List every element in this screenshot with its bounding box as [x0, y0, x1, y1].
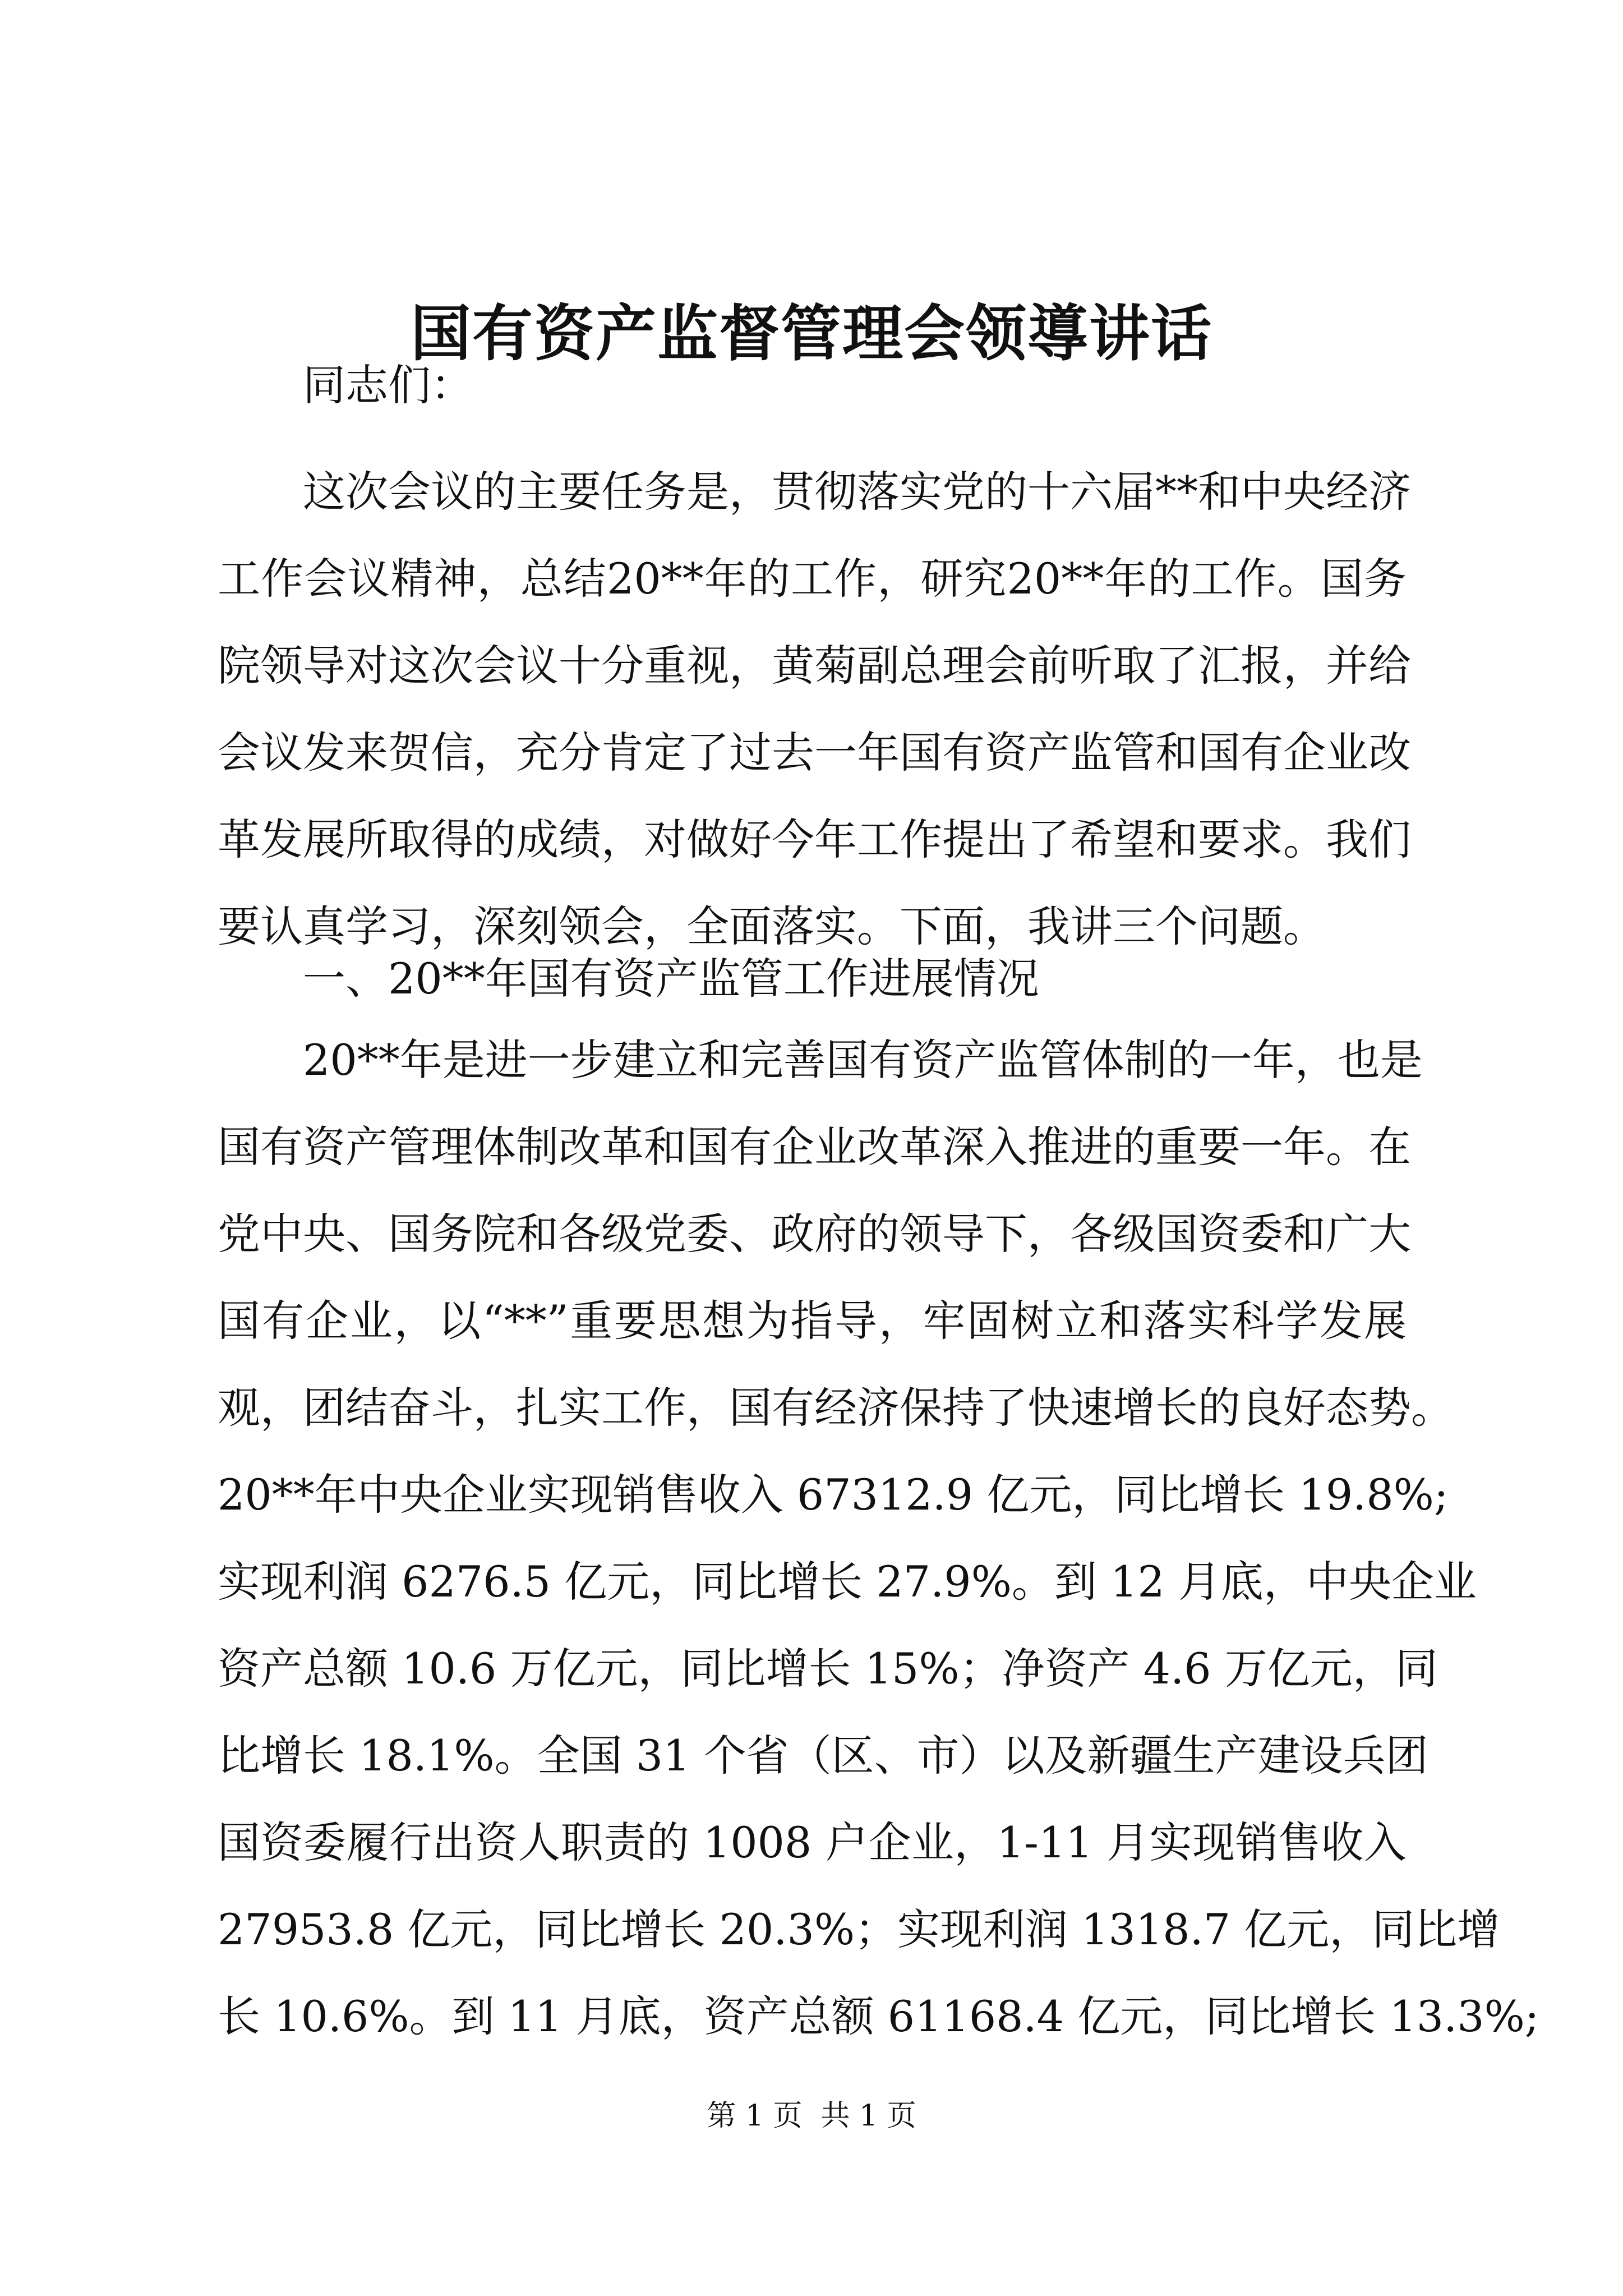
paragraph-line: 要认真学习，深刻领会，全面落实。下面，我讲三个问题。	[218, 901, 1326, 951]
paragraph-line: 会议发来贺信，充分肯定了过去一年国有资产监管和国有企业改	[218, 728, 1411, 777]
paragraph-line: 革发展所取得的成绩，对做好今年工作提出了希望和要求。我们	[218, 815, 1411, 864]
paragraph-line: 20**年中央企业实现销售收入 67312.9 亿元，同比增长 19.8%;	[218, 1470, 1449, 1520]
paragraph-line: 长 10.6%。到 11 月底，资产总额 61168.4 亿元，同比增长 13.3%;	[218, 1991, 1539, 2041]
page-title: 国有资产监督管理会领導讲话	[410, 298, 1212, 369]
paragraph-line: 国有企业，以“**”重要思想为指导，牢固树立和落实科学发展	[218, 1296, 1407, 1346]
paragraph-line: 20**年是进一步建立和完善国有资产监管体制的一年，也是	[303, 1035, 1423, 1085]
paragraph-line: 工作会议精神，总结20**年的工作，研究20**年的工作。国务	[218, 554, 1407, 604]
paragraph-line: 国有资产管理体制改革和国有企业改革深入推进的重要一年。在	[218, 1122, 1411, 1172]
paragraph-line: 党中央、国务院和各级党委、政府的领导下，各级国资委和广大	[218, 1209, 1411, 1259]
paragraph-line: 27953.8 亿元，同比增长 20.3%；实现利润 1318.7 亿元，同比增	[218, 1904, 1500, 1954]
paragraph-line: 资产总额 10.6 万亿元，同比增长 15%；净资产 4.6 万亿元，同	[218, 1644, 1438, 1694]
page-footer: 第 1 页 共 1 页	[707, 2099, 916, 2133]
paragraph-line: 院领导对这次会议十分重视，黄菊副总理会前听取了汇报，并给	[218, 641, 1411, 691]
paragraph-line: 国资委履行出资人职责的 1008 户企业，1-11 月实现销售收入	[218, 1818, 1407, 1867]
paragraph-line: 比增长 18.1%。全国 31 个省（区、市）以及新疆生产建设兵团	[218, 1731, 1428, 1780]
paragraph-line: 这次会议的主要任务是，贯彻落实党的十六届**和中央经济	[303, 467, 1411, 517]
paragraph-line: 实现利润 6276.5 亿元，同比增长 27.9%。到 12 月底，中央企业	[218, 1557, 1477, 1607]
section-heading: 一、20**年国有资产监管工作进展情况	[303, 954, 1039, 1004]
paragraph-line: 观，团结奋斗，扎实工作，国有经济保持了快速增长的良好态势。	[218, 1383, 1454, 1433]
greeting: 同志们：	[303, 360, 473, 410]
